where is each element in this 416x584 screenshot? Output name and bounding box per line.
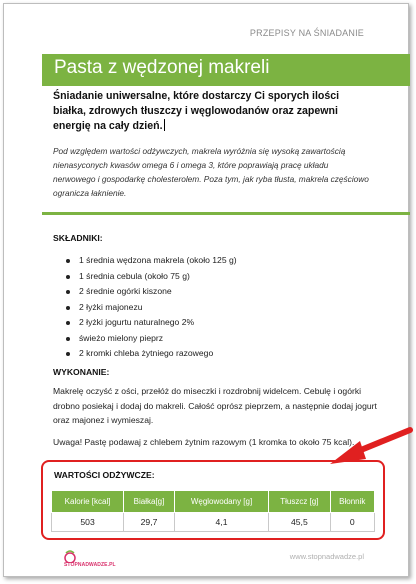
section-divider: [42, 212, 410, 215]
table-cell: 45,5: [269, 513, 330, 532]
ingredients-heading: SKŁADNIKI:: [53, 233, 103, 243]
nutrition-table: [51, 490, 375, 532]
lead-text: Śniadanie uniwersalne, które dostarczy Ci sporych ilości białka, zdrowych tłuszczy i węglowodanów oraz zapewni energię na cały dzień.: [53, 90, 340, 132]
bullet-icon: [66, 306, 70, 310]
table-cell: 29,7: [124, 513, 175, 532]
list-item: świeżo mielony pieprz: [66, 331, 366, 347]
intro-paragraph: Pod względem wartości odżywczych, makrela wyróżnia się wysoką zawartością nienasyconych kwasów omega 6 i omega 3, które poprawiają pracę układu nerwowego i gospodarkę cholesterolem. Poza tym, jak ryba tłusta, makrela częściowo ogranicza łaknienie.: [53, 146, 369, 198]
site-url[interactable]: www.stopnadwadze.pl: [289, 552, 364, 561]
logo-text: STOPNADWADZE.PL: [64, 562, 116, 568]
list-item: 2 kromki chleba żytniego razowego: [66, 346, 366, 362]
bullet-icon: [66, 259, 70, 263]
site-logo: [56, 549, 116, 571]
preparation-heading: WYKONANIE:: [53, 367, 110, 377]
text-cursor: [164, 119, 165, 131]
nutrition-highlight-box: [41, 460, 385, 540]
column-header: Kalorie [kcal]: [52, 491, 124, 513]
bullet-icon: [66, 352, 70, 356]
column-header: Tłuszcz [g]: [269, 491, 330, 513]
list-item: 2 łyżki majonezu: [66, 300, 366, 316]
document-page: [3, 3, 409, 577]
table-cell: 0: [330, 513, 374, 532]
table-cell: 4,1: [174, 513, 268, 532]
logo-mark-icon: [56, 549, 116, 563]
serving-note: Uwaga! Pastę podawaj z chlebem żytnim razowym (1 kromka to około 75 kcal).: [53, 437, 355, 447]
table-cell: 503: [52, 513, 124, 532]
list-item: 1 średnia cebula (około 75 g): [66, 269, 366, 285]
ingredients-list: [66, 253, 366, 362]
preparation-text: Makrelę oczyść z ości, przełóż do miseczki i rozdrobnij widelcem. Cebulę i ogórki drobno posiekaj i dodaj do makreli. Całość oprósz pieprzem, a następnie dodaj jogurt oraz majonez i wymieszaj.: [53, 386, 377, 425]
list-item: 2 łyżki jogurtu naturalnego 2%: [66, 315, 366, 331]
bullet-icon: [66, 290, 70, 294]
column-header: Białka[g]: [124, 491, 175, 513]
column-header: Błonnik: [330, 491, 374, 513]
list-item: 2 średnie ogórki kiszone: [66, 284, 366, 300]
title-bar: [42, 54, 410, 86]
list-item: 1 średnia wędzona makrela (około 125 g): [66, 253, 366, 269]
bullet-icon: [66, 275, 70, 279]
bullet-icon: [66, 337, 70, 341]
table-row: [52, 513, 375, 532]
nutrition-heading: WARTOŚCI ODŻYWCZE:: [54, 470, 155, 480]
red-arrow-icon: [324, 426, 416, 472]
lead-paragraph[interactable]: [53, 89, 373, 134]
column-header: Węglowodany [g]: [174, 491, 268, 513]
bullet-icon: [66, 321, 70, 325]
recipe-title: Pasta z wędzonej makreli: [54, 57, 270, 78]
category-label: PRZEPISY NA ŚNIADANIE: [249, 28, 364, 38]
